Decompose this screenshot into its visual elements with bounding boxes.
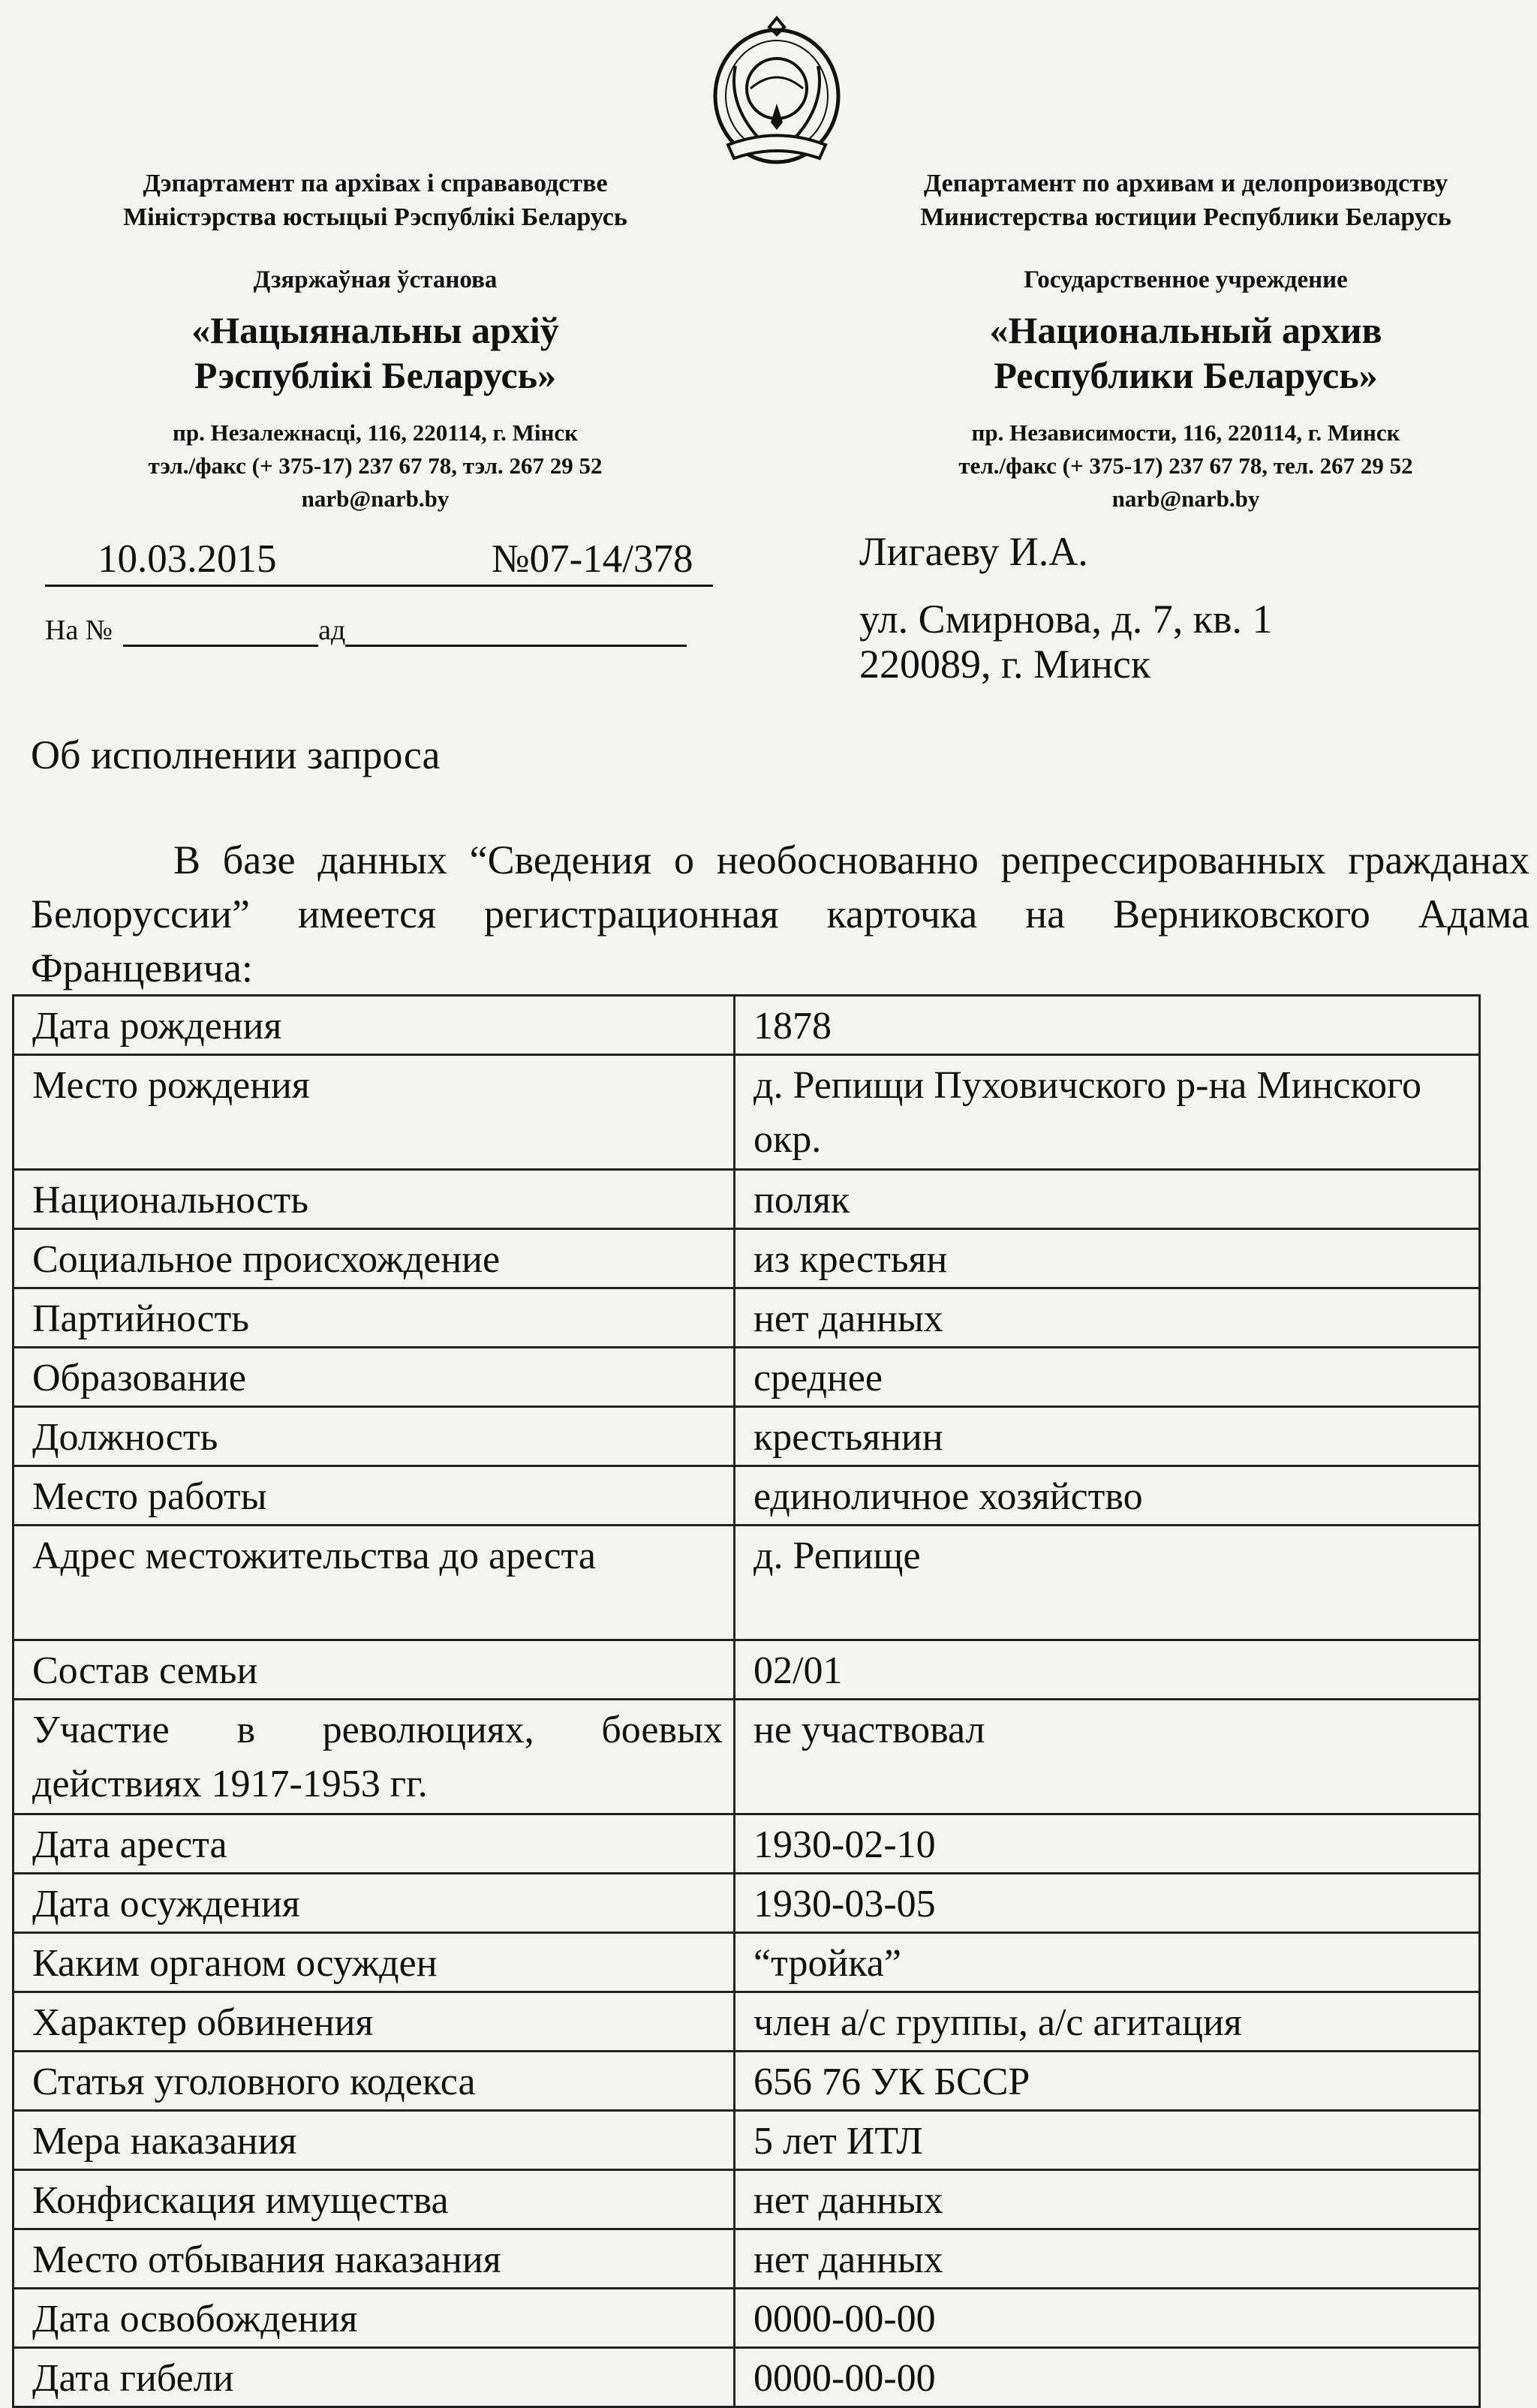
field-value: 0000-00-00 <box>735 2348 1480 2407</box>
table-row <box>14 1055 1480 1170</box>
email: narb@narb.by <box>301 486 450 512</box>
table-row <box>14 1526 1480 1640</box>
email: narb@narb.by <box>1111 486 1260 512</box>
dept-line: Міністэрства юстыцыі Рэспублікі Беларусь <box>123 203 627 231</box>
table-row <box>14 2052 1480 2111</box>
institution-name-right <box>841 308 1531 398</box>
letter-number: №07-14/378 <box>492 537 693 581</box>
field-label: Должность <box>14 1407 735 1466</box>
field-label: Дата осуждения <box>14 1874 735 1933</box>
letter-date: 10.03.2015 <box>98 537 277 581</box>
registration-card-table <box>12 994 1481 2408</box>
field-value: нет данных <box>735 2229 1480 2289</box>
field-value: 1878 <box>735 996 1480 1055</box>
date-number-line <box>45 537 713 587</box>
dept-line: Министерства юстиции Республики Беларусь <box>920 203 1451 231</box>
field-label: Каким органом осужден <box>14 1933 735 1992</box>
field-label: Дата гибели <box>14 2348 735 2407</box>
ref-from: ад <box>318 615 346 646</box>
field-label: Участие в революциях, боевых действиях 1917-1953 гг. <box>14 1700 735 1814</box>
field-label: Дата освобождения <box>14 2289 735 2348</box>
field-label: Партийность <box>14 1288 735 1348</box>
field-label: Дата ареста <box>14 1814 735 1874</box>
field-value: 656 76 УК БССР <box>735 2052 1480 2111</box>
field-value: член а/с группы, а/с агитация <box>735 1992 1480 2052</box>
field-value: нет данных <box>735 2170 1480 2229</box>
department-left <box>30 167 720 234</box>
address: пр. Незалежнасці, 116, 220114, г. Мінск <box>173 419 578 446</box>
table-row <box>14 1874 1480 1933</box>
table-row <box>14 2348 1480 2407</box>
table-row <box>14 2289 1480 2348</box>
recipient-city: 220089, г. Минск <box>859 642 1151 687</box>
field-value: не участвовал <box>735 1700 1480 1814</box>
field-value: из крестьян <box>735 1229 1480 1288</box>
field-value: единоличное хозяйство <box>735 1466 1480 1526</box>
field-value: среднее <box>735 1348 1480 1407</box>
institution-name-left <box>30 308 720 398</box>
table-row <box>14 1348 1480 1407</box>
table-row <box>14 1700 1480 1814</box>
field-value: 0000-00-00 <box>735 2289 1480 2348</box>
field-label: Социальное происхождение <box>14 1229 735 1288</box>
field-label: Место работы <box>14 1466 735 1526</box>
table-row <box>14 2111 1480 2170</box>
table-row <box>14 1814 1480 1874</box>
table-row <box>14 1229 1480 1288</box>
field-label: Национальность <box>14 1170 735 1229</box>
field-value: д. Репищи Пуховичского р-на Минского окр. <box>735 1055 1480 1170</box>
subject: Об исполнении запроса <box>31 732 441 777</box>
institution-type-right: Государственное учреждение <box>1024 266 1348 293</box>
field-label: Характер обвинения <box>14 1992 735 2052</box>
table-row <box>14 2229 1480 2289</box>
table-row <box>14 996 1480 1055</box>
ref-label: На № <box>45 615 113 646</box>
field-label: Место отбывания наказания <box>14 2229 735 2289</box>
field-label: Статья уголовного кодекса <box>14 2052 735 2111</box>
ref-date-blank <box>345 619 687 647</box>
state-emblem-icon <box>705 14 848 171</box>
phone: тел./факс (+ 375-17) 237 67 78, тел. 267 29 52 <box>958 452 1413 479</box>
dept-line: Дэпартамент па архівах і справаводстве <box>143 170 608 197</box>
ref-number-blank <box>123 619 318 647</box>
name-line: Республики Беларусь» <box>994 354 1378 396</box>
name-line: «Нацыянальны архіў <box>191 309 559 351</box>
field-label: Место рождения <box>14 1055 735 1170</box>
field-value: 02/01 <box>735 1640 1480 1700</box>
body-paragraph: В базе данных “Сведения о необоснованно репрессированных гражданах Белоруссии” имеется регистрационная карточка на Верниковского Адама Францевича: <box>31 837 1529 991</box>
field-label: Образование <box>14 1348 735 1407</box>
phone: тэл./факс (+ 375-17) 237 67 78, тэл. 267 29 52 <box>148 452 603 479</box>
field-value: поляк <box>735 1170 1480 1229</box>
contacts-right <box>841 416 1531 516</box>
field-value: нет данных <box>735 1288 1480 1348</box>
field-label: Конфискация имущества <box>14 2170 735 2229</box>
name-line: «Национальный архив <box>989 309 1382 351</box>
institution-type-left: Дзяржаўная ўстанова <box>253 266 498 293</box>
table-row <box>14 1170 1480 1229</box>
table-row <box>14 2170 1480 2229</box>
table-row <box>14 1640 1480 1700</box>
field-value: “тройка” <box>735 1933 1480 1992</box>
field-value: 5 лет ИТЛ <box>735 2111 1480 2170</box>
contacts-left <box>30 416 720 516</box>
dept-line: Департамент по архивам и делопроизводству <box>923 170 1448 197</box>
field-value: крестьянин <box>735 1407 1480 1466</box>
department-right <box>841 167 1531 234</box>
recipient-street: ул. Смирнова, д. 7, кв. 1 <box>859 597 1273 642</box>
address: пр. Независимости, 116, 220114, г. Минск <box>971 419 1400 446</box>
table-row <box>14 1407 1480 1466</box>
field-label: Адрес местожительства до ареста <box>14 1526 735 1640</box>
field-label: Состав семьи <box>14 1640 735 1700</box>
field-value: д. Репище <box>735 1526 1480 1640</box>
table-row <box>14 1992 1480 2052</box>
table-row <box>14 1933 1480 1992</box>
field-value: 1930-02-10 <box>735 1814 1480 1874</box>
reference-line <box>45 614 687 647</box>
field-label: Мера наказания <box>14 2111 735 2170</box>
field-value: 1930-03-05 <box>735 1874 1480 1933</box>
table-row <box>14 1466 1480 1526</box>
table-row <box>14 1288 1480 1348</box>
field-label: Дата рождения <box>14 996 735 1055</box>
name-line: Рэспублікі Беларусь» <box>194 354 557 396</box>
recipient-name: Лигаеву И.А. <box>859 529 1088 574</box>
